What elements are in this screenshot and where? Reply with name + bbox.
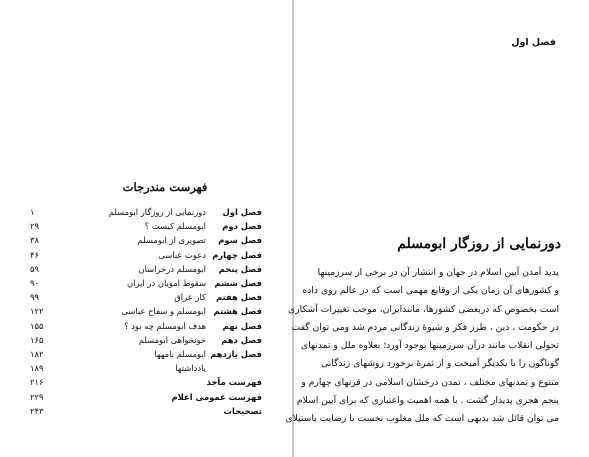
toc-row: [30, 375, 262, 389]
toc-entry-title: سقوط امویان در ایران: [126, 278, 206, 289]
toc-entry-title: کار عراق: [174, 292, 206, 303]
toc-chapter-label: فصل اول: [222, 207, 262, 217]
body-line: پدید آمدن آیین اسلام در جهان و انتشار آن در برخی از سرزمینها: [317, 267, 559, 278]
toc-page-number: ۲۴۳: [30, 405, 44, 416]
toc-page-number: ۹۰: [30, 278, 39, 289]
toc-chapter-label: فصل یازدهم: [210, 349, 262, 360]
body-line: است بخصوص که دربعضی کشورها، مانندایران، موجب تغییرات آشکاری: [288, 303, 559, 315]
right-page-chapter-one: [285, 0, 589, 457]
body-text: [285, 264, 559, 429]
toc-row: [30, 319, 262, 333]
toc-row: [30, 205, 262, 219]
toc-chapter-label: فصل هشتم: [213, 306, 262, 317]
toc-row: [30, 276, 262, 290]
toc-page-number: ۱۲۲: [30, 306, 44, 317]
body-line: در حکومت ، دین ، طرز فکر و شیوهٔ زندگانی مردم شد ومی توان گفت: [291, 321, 559, 333]
toc-page-number: ۲۹: [30, 221, 39, 232]
body-line: گوناگون را با یکدیگر آمیخت و از ثمرهٔ برخورد روشهای زندگانی: [320, 358, 559, 370]
toc-page-number: ۳۸: [30, 235, 39, 246]
toc-entry-title: هدف ابومسلم چه بود ؟: [124, 320, 206, 331]
toc-page-number: ۱۶۵: [30, 334, 44, 345]
toc-page-number: ۹۹: [30, 292, 39, 303]
toc-row: [30, 390, 262, 404]
toc-row: [30, 361, 262, 375]
toc-chapter-label: فصل چهارم: [212, 249, 262, 260]
toc-chapter-label: فهرست عمومی اعلام: [171, 391, 262, 402]
section-label: فصل اول: [511, 37, 556, 48]
toc-page-number: ۴۶: [30, 249, 39, 260]
toc-entry-title: دعوت عباسی: [158, 249, 206, 260]
toc-page-number: ۱۸۹: [30, 363, 44, 374]
toc-chapter-label: فصل سوم: [218, 235, 262, 246]
body-line: تحولی انقلاب مانند درآن سرزمینها بوجود آورد؛ بعلاوه ملل و تمدنهای: [301, 340, 559, 352]
toc-entry-title: خونخواهی ابومسلم: [138, 334, 206, 345]
toc-entry-title: یادداشتها: [175, 363, 206, 374]
toc-row: [30, 304, 262, 318]
toc-row: [30, 347, 262, 361]
toc-chapter-label: فصل دوم: [222, 221, 262, 232]
toc-chapter-label: فصل هفتم: [216, 292, 262, 303]
toc-entry-title: ابومسلم کیست ؟: [144, 221, 206, 232]
toc-entry-title: دورنمایی از روزگار ابومسلم: [108, 207, 206, 217]
toc-row: [30, 262, 262, 276]
toc-page-number: ۵۹: [30, 263, 39, 274]
toc-page-number: ۱: [30, 207, 35, 217]
body-line: و کشورهای آن زمان یکی از وقایع مهمی است که در عالم روی داده: [302, 285, 559, 297]
chapter-title: دورنمایی از روزگار ابومسلم: [397, 236, 561, 252]
toc-chapter-label: فصل نهم: [222, 320, 262, 331]
body-line: پنجم هجری پدیدار گشت . با همه اهمیت واعتباری که برای آیین اسلام: [296, 395, 559, 407]
toc-entry-title: ابومسلم درخراسان: [138, 263, 206, 274]
toc-entry-title: تصویری از ابومسلم: [137, 235, 206, 246]
toc-chapter-label: فصل پنجم: [218, 263, 262, 274]
toc-list: [30, 205, 262, 418]
toc-entry-title: ابومسلم و سفاح عباسی: [121, 306, 206, 317]
toc-chapter-label: فهرست مآخذ: [206, 377, 262, 388]
body-line: می توان قائل شد بدیهی است که ملل مغلوب نخست با رضایت باستیلای: [285, 413, 559, 425]
toc-chapter-label: فصل ششم: [214, 278, 262, 289]
toc-page-number: ۲۱۶: [30, 377, 44, 388]
body-line: متنوع و تمدنهای مختلف ، تمدن درخشان اسلامی در قرنهای چهارم و: [301, 376, 559, 388]
toc-row: [30, 233, 262, 247]
toc-entry-title: ابومسلم نامهها: [154, 349, 206, 360]
toc-chapter-label: تصحیحات: [223, 405, 262, 416]
toc-page-number: ۲۲۹: [30, 391, 44, 402]
toc-chapter-label: فصل دهم: [221, 334, 262, 345]
toc-page-number: ۱۸۲: [30, 349, 44, 360]
toc-row: [30, 219, 262, 233]
toc-row: [30, 404, 262, 418]
left-page-table-of-contents: [0, 0, 292, 457]
toc-row: [30, 333, 262, 347]
toc-row: [30, 290, 262, 304]
toc-page-number: ۱۵۵: [30, 320, 44, 331]
toc-row: [30, 248, 262, 262]
toc-heading: فهرست مندرجات: [122, 180, 208, 194]
